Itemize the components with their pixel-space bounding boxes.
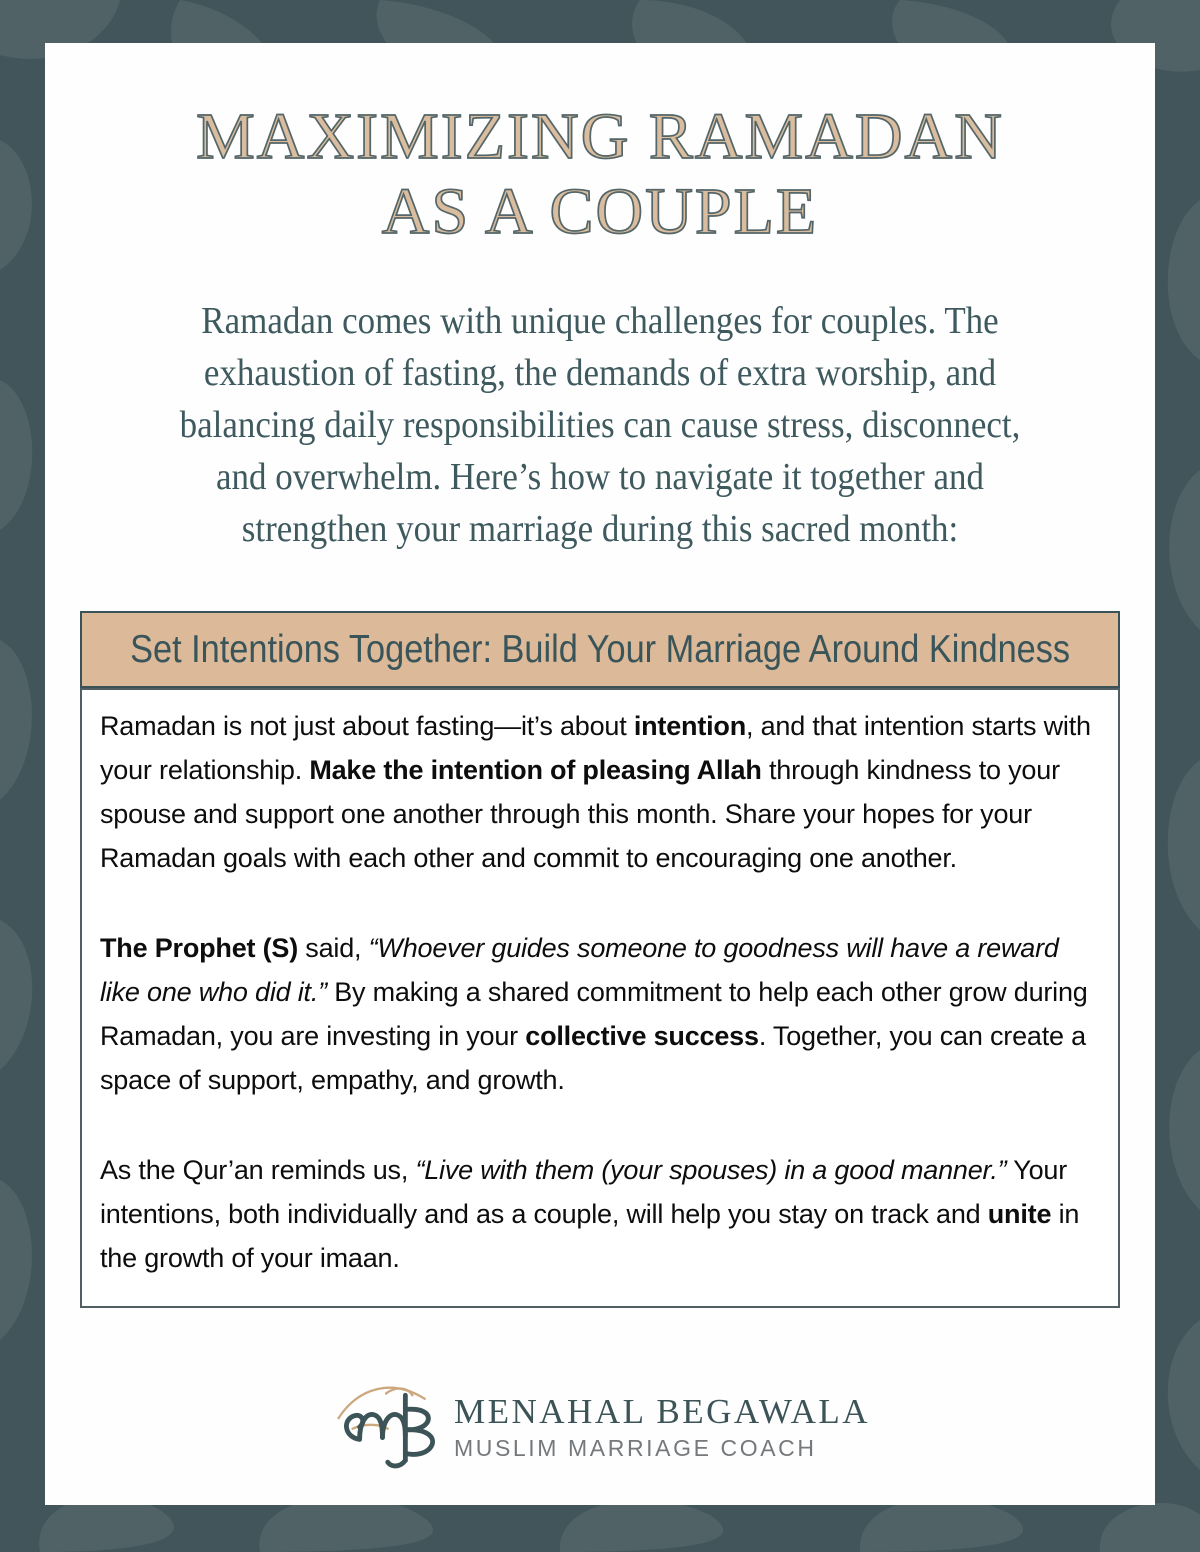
section-header-text: Set Intentions Together: Build Your Marriage Around Kindness — [130, 627, 1071, 671]
text-run: intention — [633, 711, 747, 742]
page-title — [45, 99, 1155, 249]
text-run: “Whoever guides someone to goodness will have a reward like one who did it.” — [100, 933, 1059, 1008]
text-run: Make the intention of pleasing Allah — [309, 755, 762, 786]
text-run: collective success — [525, 1021, 759, 1052]
body-paragraph — [100, 926, 1098, 1102]
body-paragraph — [100, 704, 1098, 880]
text-run: Ramadan is not just about fasting—it’s about — [100, 711, 634, 742]
body-paragraph — [100, 1148, 1098, 1280]
brand-name: MENAHAL BEGAWALA — [454, 1392, 870, 1431]
intro-line: strengthen your marriage during this sacred month: — [241, 508, 959, 551]
intro-line: balancing daily responsibilities can cause stress, disconnect, — [179, 404, 1021, 447]
text-run: , and that intention starts with your relationship. — [100, 711, 1091, 786]
section-body — [80, 688, 1120, 1308]
page-title-line2: AS A COUPLE — [381, 175, 819, 249]
text-run: Your intentions, both individually and as a couple, will help you stay on track and — [100, 1155, 1068, 1230]
brand-subtitle: MUSLIM MARRIAGE COACH — [454, 1435, 817, 1461]
text-run: in the growth of your imaan. — [100, 1199, 1080, 1274]
brand-text — [454, 1392, 870, 1462]
intro-line: Ramadan comes with unique challenges for couples. The — [201, 300, 999, 343]
text-run: As the Qur’an reminds us, — [100, 1155, 416, 1186]
intro-line: exhaustion of fasting, the demands of extra worship, and — [203, 352, 997, 395]
intro-text — [89, 295, 1110, 555]
content-card — [45, 43, 1155, 1505]
text-run: through kindness to your spouse and support one another through this month. Share your hopes for your Ramadan goals with each other and commit to encouraging one another. — [100, 755, 1060, 874]
text-run: The Prophet (S) — [100, 933, 298, 964]
page-title-line1: MAXIMIZING RAMADAN — [196, 100, 1004, 173]
text-run: “Live with them (your spouses) in a good manner.” — [415, 1155, 1007, 1186]
intro-line: and overwhelm. Here’s how to navigate it together and — [216, 456, 984, 499]
brand-footer — [45, 1383, 1155, 1471]
text-run: said, — [298, 933, 369, 964]
text-run: By making a shared commitment to help each other grow during Ramadan, you are investing in your — [100, 977, 1088, 1052]
text-run: unite — [987, 1199, 1052, 1230]
text-run: . Together, you can create a space of support, empathy, and growth. — [100, 1021, 1086, 1096]
brand-monogram-icon — [330, 1383, 442, 1471]
section-header-banner — [80, 611, 1120, 688]
